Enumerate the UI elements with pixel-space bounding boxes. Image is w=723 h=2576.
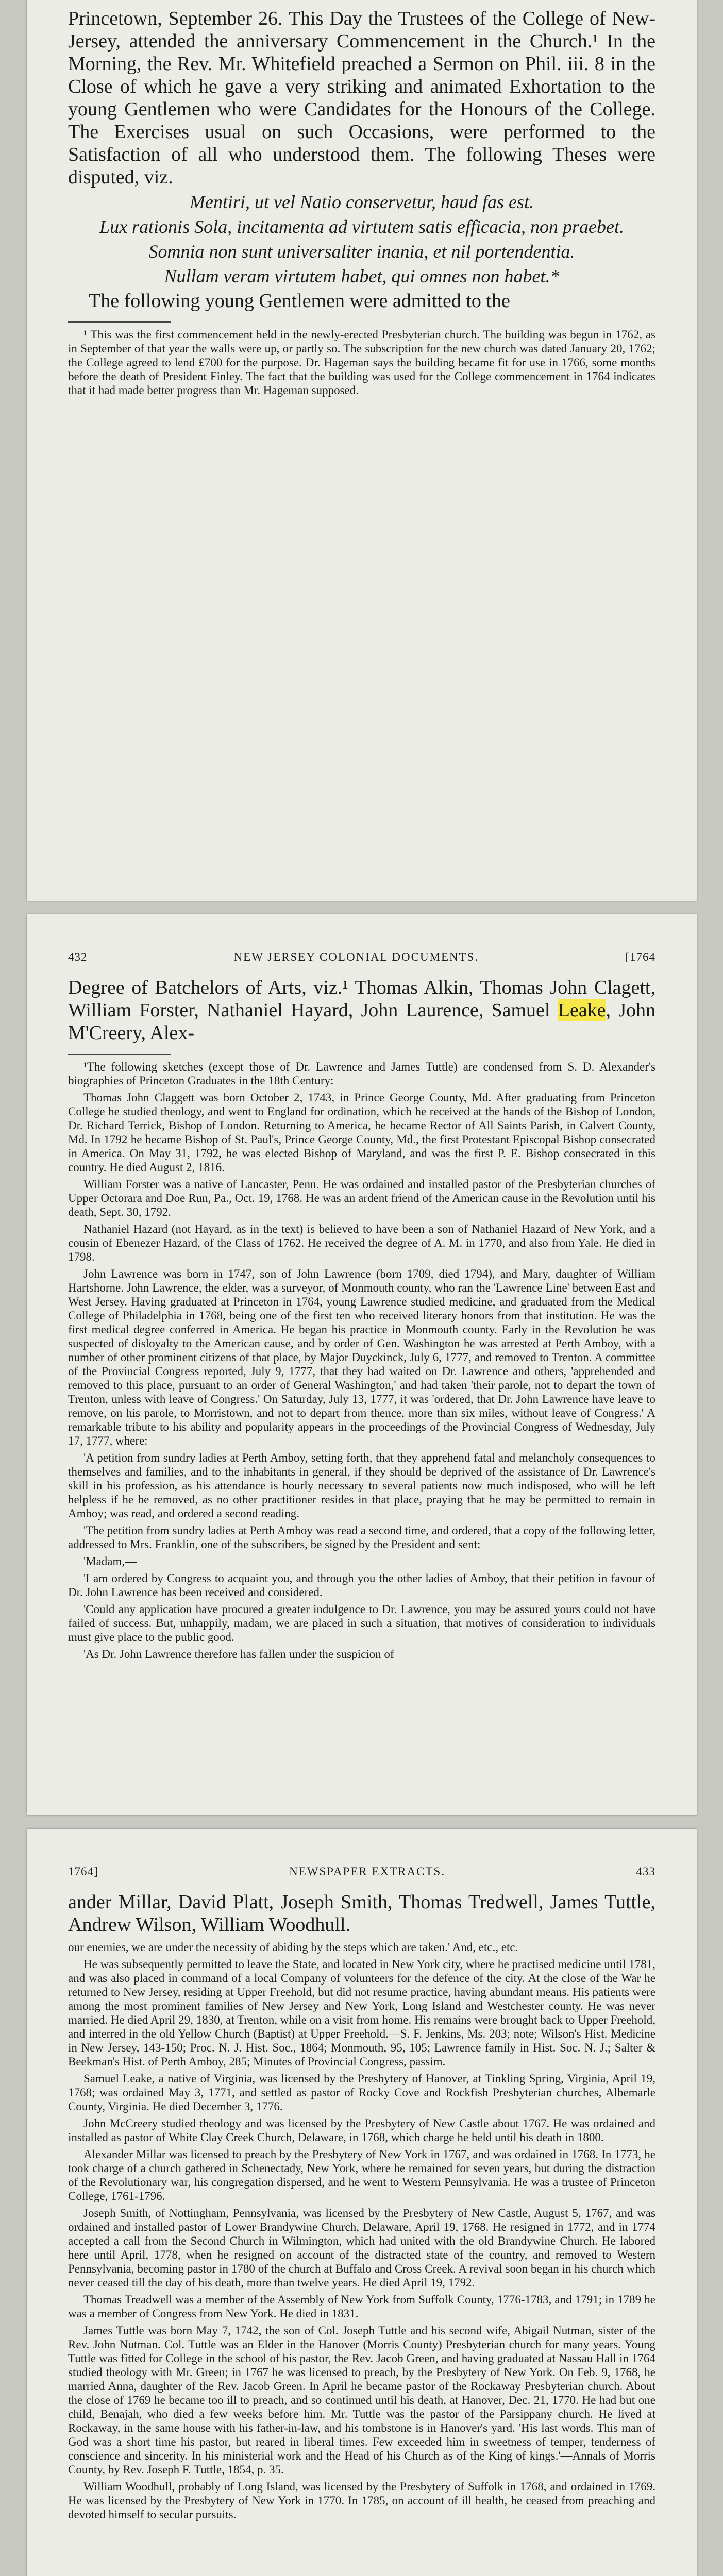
footnote: He was subsequently permitted to leave the State, and located in New York city, where he practised medicine until 1781, and was also placed in command of a local Company of volunteers for the defence of the city. At the close of the War he returned to New Jersey, residing at Upper Freehold, but did not resume practice, having abundant means. His patients were among the most prominent families of New Jersey and New York, Long Island and Westchester county. He was never married. He died April 29, 1830, at Trenton, while on a visit from home. His remains were brought back to Upper Freehold, and interred in the old Yellow Church (Baptist) at Upper Freehold.—S. F. Jenkins, Ms. 203; note; Wilson's Hist. Medicine in New Jersey, 143-150; Proc. N. J. Hist. Soc., 1864; Monmouth, 95, 105; Lawrence family in Hist. Soc. N. J.; Salter & Beekman's Hist. of Perth Amboy, 285; Minutes of Provincial Congress, passim. bbox=[68, 1958, 655, 2068]
header-year: 1764] bbox=[68, 1865, 98, 1878]
header-title: NEWSPAPER EXTRACTS. bbox=[289, 1865, 446, 1878]
footnote: William Woodhull, probably of Long Island, was licensed by the Presbytery of Suffolk in 1768, and ordained in 1769. He was licensed by the Presbytery of New York in 1770. In 1785, on account of ill health, he ceased from preaching and devoted himself to secular pursuits. bbox=[68, 2480, 655, 2521]
footnote: John McCreery studied theology and was licensed by the Presbytery of New Castle about 1767. He was ordained and installed as pastor of White Clay Creek Church, Delaware, in 1768, which charge he held until his death in 1800. bbox=[68, 2117, 655, 2144]
header-year: [1764 bbox=[625, 951, 655, 963]
paragraph-commencement: Princetown, September 26. This Day the Trustees of the College of New-Jersey, attended the anniversary Commencement in the Church.¹ In the Morning, the Rev. Mr. Whitefield preached a Sermon on Phil. iii. 8 in the Close of which he gave a very striking and animated Exhortation to the young Gentlemen who were Candidates for the Honours of the College. The Exercises usual on such Occasions, were performed to the Satisfaction of all who understood them. The following Theses were disputed, viz. bbox=[68, 8, 655, 188]
page-431 bbox=[27, 0, 697, 901]
latin-thesis: Nullam veram virtutem habet, qui omnes non habet.* bbox=[164, 266, 560, 286]
footnotes bbox=[68, 1940, 655, 2521]
highlighted-name: Leake bbox=[558, 999, 606, 1021]
main-text bbox=[68, 1891, 655, 1936]
footnote: ¹The following sketches (except those of Dr. Lawrence and James Tuttle) are condensed from S. D. Alexander's biographies of Princeton Graduates in the 18th Century: bbox=[68, 1060, 655, 1087]
page-433 bbox=[27, 1829, 697, 2576]
footnote: James Tuttle was born May 7, 1742, the son of Col. Joseph Tuttle and his second wife, Abigail Nutman, sister of the Rev. John Nutman. Col. Tuttle was an Elder in the Hanover (Morris County) Presbyterian church for many years. Young Tuttle was fitted for College in the school of his pastor, the Rev. Jacob Green, and having graduated at Nassau Hall in 1764 studied theology with Mr. Green; in 1767 he was licensed to preach, by the Presbytery of New York. On Feb. 9, 1768, he married Anna, daughter of the Rev. Jacob Green. In April he became pastor of the Rockaway Presbyterian church. About the close of 1769 he became too ill to preach, and so continued until his death, at Hanover, Dec. 21, 1770. He had but one child, Benajah, who died a few weeks before him. Mr. Tuttle was the pastor of the Parsippany church. He lived at Rockaway, in the same house with his father-in-law, and his tombstone is in Hanover's yard. 'His last words. This man of God was a short time his pastor, but reared in liberal times. Few exceeded him in sweetness of temper, tenderness of conscience and sincerity. In his ministerial work and the Head of his Church as of the King of kings.'—Annals of Morris County, by Rev. Joseph F. Tuttle, 1854, p. 35. bbox=[68, 2324, 655, 2476]
footnote: Thomas Treadwell was a member of the Assembly of New York from Suffolk County, 1776-1783, and 1791; in 1789 he was a member of Congress from New York. He died in 1831. bbox=[68, 2293, 655, 2320]
footnote-divider bbox=[68, 1054, 171, 1055]
latin-thesis: Somnia non sunt universaliter inania, et nil portendentia. bbox=[148, 241, 575, 262]
running-header bbox=[68, 1865, 655, 1878]
latin-thesis: Lux rationis Sola, incitamenta ad virtutem satis efficacia, non praebet. bbox=[99, 216, 624, 237]
footnote: Alexander Millar was licensed to preach by the Presbytery of New York in 1767, and was ordained in 1768. In 1773, he took charge of a church gathered in Schenectady, New York, where he remained for seven years, but during the distraction of the Revolutionary war, his congregation dispersed, and he went to Western Pennsylvania. He was a trustee of Princeton College, 1761-1796. bbox=[68, 2148, 655, 2202]
running-header bbox=[68, 951, 655, 964]
main-text bbox=[68, 7, 655, 189]
footnotes bbox=[68, 1060, 655, 1661]
continuation-text bbox=[68, 290, 655, 312]
page-number: 433 bbox=[636, 1865, 655, 1878]
footnote: Joseph Smith, of Nottingham, Pennsylvania, was licensed by the Presbytery of New Castle, August 5, 1767, and was ordained and installed pastor of Lower Brandywine Church, Delaware, April 19, 1768. He resigned in 1772, and in 1774 accepted a call from the Second Church in Wilmington, which had united with the old Brandywine Church. He labored here until April, 1778, when he resigned on account of the distracted state of the country, and removed to Western Pennsylvania, becoming pastor in 1780 of the church at Buffalo and Cross Creek. A revival soon began in his church which never ceased till the day of his death, more than twelve years. He died April 19, 1792. bbox=[68, 2207, 655, 2289]
footnote: 'The petition from sundry ladies at Perth Amboy was read a second time, and ordered, that a copy of the following letter, addressed to Mrs. Franklin, one of the subscribers, be signed by the President and sent: bbox=[68, 1524, 655, 1551]
footnote: John Lawrence was born in 1747, son of John Lawrence (born 1709, died 1794), and Mary, daughter of William Hartshorne. John Lawrence, the elder, was a surveyor, of Monmouth county, who ran the 'Lawrence Line' between East and West Jersey. Having graduated at Princeton in 1764, young Lawrence studied medicine, and graduated from the Medical College of Philadelphia in 1768, being one of the first ten who received literary honors from that institution. He was the first medical degree conferred in America. He began his practice in Monmouth county. Early in the Revolution he was suspected of disloyalty to the American cause, and by order of Gen. Washington he was arrested at Perth Amboy, with a number of other prominent citizens of that place, by Major Duyckinck, July 6, 1777, and removed to Trenton. A committee of the Provincial Congress reported, July 9, 1777, that they had waited on Dr. Lawrence and others, 'apprehended and removed to this place, pursuant to an order of General Washington,' and had taken 'their parole, not to depart the town of Trenton, unless with leave of Congress.' On Saturday, July 13, 1777, it was 'ordered, that Dr. John Lawrence have leave to remove, on his parole, to Morristown, and not to depart from thence, more than six miles, without leave of Congress.' A remarkable tribute to his ability and popularity appears in the proceedings of the Provincial Congress of Wednesday, July 17, 1777, where: bbox=[68, 1267, 655, 1447]
footnote: William Forster was a native of Lancaster, Penn. He was ordained and installed pastor of the Presbyterian churches of Upper Octorara and Doe Run, Pa., Oct. 19, 1768. He was an ardent friend of the American cause in the Revolution until his death, Sept. 30, 1792. bbox=[68, 1178, 655, 1218]
page-432 bbox=[27, 914, 697, 1815]
latin-thesis: Mentiri, ut vel Natio conservetur, haud fas est. bbox=[190, 192, 534, 212]
footnote: 'A petition from sundry ladies at Perth Amboy, setting forth, that they apprehend fatal and melancholy consequences to themselves and families, and to the inhabitants in general, if they should be deprived of the assistance of Dr. Lawrence's skill in his profession, as his attendance is hourly necessary to several patients now much indisposed, who will be left helpless if he be removed, as no other practitioner resides in that place, praying that he may be permitted to remain in Amboy; was read, and ordered a second reading. bbox=[68, 1451, 655, 1520]
footnote: Nathaniel Hazard (not Hayard, as in the text) is believed to have been a son of Nathaniel Hazard of New York, and a cousin of Ebenezer Hazard, of the Class of 1762. He received the degree of A. M. in 1770, and also from Yale. He died in 1798. bbox=[68, 1223, 655, 1263]
header-title: NEW JERSEY COLONIAL DOCUMENTS. bbox=[233, 951, 479, 963]
footnote-divider bbox=[68, 321, 171, 323]
footnote: Samuel Leake, a native of Virginia, was licensed by the Presbytery of Hanover, at Tinkling Spring, Virginia, April 19, 1768; was ordained May 3, 1771, and settled as pastor of Rocky Cove and Rockfish Presbyterian churches, Albemarle County, Virginia. He died December 3, 1776. bbox=[68, 2072, 655, 2113]
paragraph-names: ander Millar, David Platt, Joseph Smith, Thomas Tredwell, James Tuttle, Andrew Wilson, William Woodhull. bbox=[68, 1891, 655, 1936]
footnote: 'As Dr. John Lawrence therefore has fallen under the suspicion of bbox=[83, 1648, 394, 1660]
degree-text-end: , John M'Creery, Alex- bbox=[68, 999, 655, 1044]
degree-text: Degree of Batchelors of Arts, viz.¹ Thomas Alkin, Thomas John Clagett, William Forster, Nathaniel Hayard, John Laurence, Samuel bbox=[68, 977, 655, 1021]
footnote: 'Madam,— bbox=[83, 1555, 137, 1568]
footnote: ¹ This was the first commencement held in the newly-erected Presbyterian church. The building was begun in 1762, as in September of that year the walls were up, or partly so. The subscription for the new church was dated January 20, 1762; the College agreed to lend £700 for the purpose. Dr. Hageman says the building became fit for use in 1766, some months before the death of President Finley. The fact that the building was used for the College commencement in 1764 indicates that it had made better progress than Mr. Hageman supposed. bbox=[68, 328, 655, 397]
latin-theses bbox=[68, 191, 655, 287]
page-number: 432 bbox=[68, 951, 88, 963]
footnote: Thomas John Claggett was born October 2, 1743, in Prince George County, Md. After graduating from Princeton College he studied theology, and went to England for ordination, which he received at the hands of the Bishop of London, Dr. Richard Terrick, Bishop of London. Returning to America, he became Rector of All Saints Parish, in Calvert County, Md. In 1792 he became Bishop of St. Paul's, Prince George County, Md., the first Protestant Episcopal Bishop consecrated in America. On May 31, 1792, he was elected Bishop of Maryland, and was the first P. E. Bishop consecrated in this country. He died August 2, 1816. bbox=[68, 1091, 655, 1174]
footnotes bbox=[68, 328, 655, 397]
footnote: 'Could any application have procured a greater indulgence to Dr. Lawrence, you may be assured yours could not have failed of success. But, unhappily, madam, we are placed in such a situation, that motives of consideration to individuals must give place to the public good. bbox=[68, 1603, 655, 1643]
footnote: 'I am ordered by Congress to acquaint you, and through you the other ladies of Amboy, that their petition in favour of Dr. John Lawrence has been received and considered. bbox=[68, 1572, 655, 1599]
footnote: our enemies, we are under the necessity of abiding by the steps which are taken.' And, etc., etc. bbox=[68, 1941, 518, 1954]
paragraph-degrees bbox=[68, 976, 655, 1044]
main-text bbox=[68, 976, 655, 1044]
paragraph-continuation: The following young Gentlemen were admitted to the bbox=[89, 290, 510, 312]
